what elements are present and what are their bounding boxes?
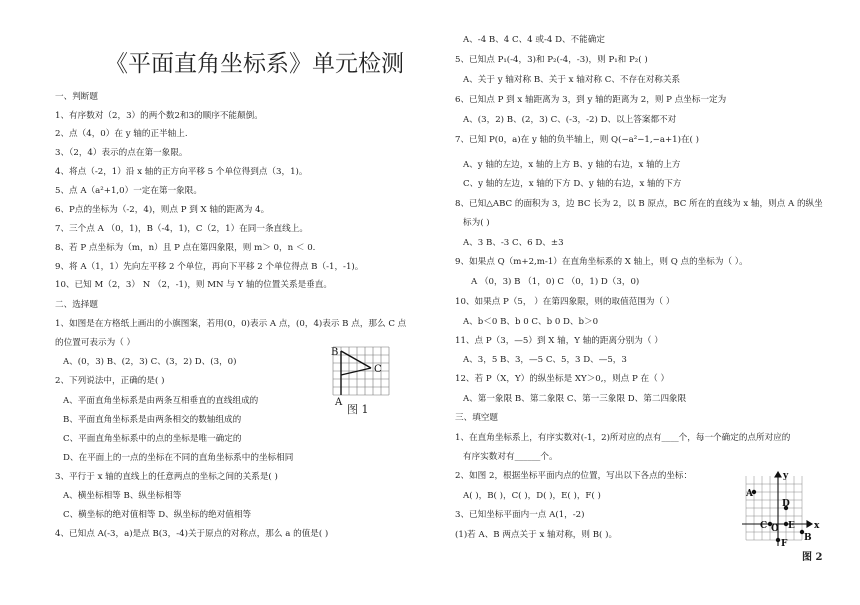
right-question-line: 标为( ) <box>463 218 490 228</box>
point-label-D: D <box>782 499 790 509</box>
left-question-line: 一、判断题 <box>55 92 98 102</box>
right-question-line: A、第一象限 B、第二象限 C、第一三象限 D、第二四象限 <box>463 394 687 404</box>
left-question-line: 4、已知点 A(-3，a)是点 B(3，-4)关于原点的对称点，那么 a 的值是( ) <box>55 529 329 539</box>
right-question-line: 6、已知点 P 到 x 轴距离为 3，到 y 轴的距离为 2，则 P 点坐标一定为 <box>455 95 727 105</box>
left-question-line: 8、若 P 点坐标为（m，n）且 P 点在第四象限，则 m＞ 0，n ＜ 0. <box>55 243 316 253</box>
right-question-line: 5、已知点 P₁(-4，3)和 P₂(-4，-3)，则 P₁和 P₂( ) <box>455 55 648 65</box>
label-C: C <box>374 364 382 375</box>
y-axis-label: y <box>783 471 789 481</box>
left-question-line: 2、点（4，0）在 y 轴的正半轴上. <box>55 129 188 139</box>
label-A: A <box>335 397 343 408</box>
left-question-line: C、平面直角坐标系中的点的坐标是唯一确定的 <box>63 434 242 444</box>
left-question-line: 的位置可表示为（ ） <box>55 338 136 348</box>
right-question-line: 10、如果点 P（5， ）在第四象限，则的取值范围为（ ） <box>455 297 675 307</box>
right-question-line: A、b＜0 B、b 0 C、b 0 D、b＞0 <box>463 317 599 327</box>
left-question-line: 10、已知 M（2，3） N （2，-1)，则 MN 与 Y 轴的位置关系是垂直。 <box>55 280 332 290</box>
point-label-A: A <box>746 489 753 499</box>
right-question-line: A、3，5 B、3，—5 C、5，3 D、—5，3 <box>463 355 627 365</box>
left-question-line: A、横坐标相等 B、纵坐标相等 <box>63 491 182 501</box>
right-question-line: 7、已知 P(0，a)在 y 轴的负半轴上，则 Q(−a²−1,−a+1)在( ) <box>455 135 699 145</box>
left-question-line: 1、有序数对（2，3）的两个数2和3的顺序不能颠倒。 <box>55 111 263 121</box>
right-question-line: A （0，3) B （1，0) C （0，1) D（3，0) <box>471 277 640 287</box>
figure-1-caption: 图 1 <box>347 403 369 416</box>
right-question-line: 有序实数对有______个。 <box>463 452 558 462</box>
left-question-line: 9、将 A（1，1）先向左平移 2 个单位，再向下平移 2 个单位得点 B（-1，-1)。 <box>55 262 364 272</box>
right-question-line: (1)若 A、B 两点关于 x 轴对称，则 B( )。 <box>455 530 618 540</box>
right-question-line: 3、已知坐标平面内一点 A(1，-2) <box>455 510 585 520</box>
left-question-line: 5、点 A（a²+1,0）一定在第一象限。 <box>55 186 202 196</box>
figure-2-caption: 图 2 <box>802 552 823 563</box>
right-question-line: A( )，B( )，C( )，D( )，E( )，F( ) <box>463 491 601 501</box>
point-label-B: B <box>804 533 812 543</box>
left-question-line: 1、如图是在方格纸上画出的小旗图案，若用(0，0)表示 A 点，(0，4)表示 B 点，那么 C 点 <box>55 319 407 329</box>
left-question-line: 二、选择题 <box>55 300 98 310</box>
right-question-line: 2、如图 2，根据坐标平面内点的位置，写出以下各点的坐标： <box>455 471 693 481</box>
flag-shape <box>341 351 371 395</box>
right-question-line: 9、如果点 Q（m+2,m-1）在直角坐标系的 X 轴上，则 Q 点的坐标为（ ）。 <box>455 257 748 267</box>
left-question-line: D、在平面上的一点的坐标在不同的直角坐标系中的坐标相同 <box>63 453 294 463</box>
left-question-line: C、横坐标的绝对值相等 D、纵坐标的绝对值相等 <box>63 510 252 520</box>
page-title: 《平面直角坐标系》单元检测 <box>105 51 404 77</box>
left-question-line: 4、将点（-2，1）沿 x 轴的正方向平移 5 个单位得到点（3，1)。 <box>55 167 308 177</box>
right-question-line: 1、在直角坐标系上，有序实数对(-1，2)所对应的点有____个，每一个确定的点所对应的 <box>455 433 791 443</box>
coordinate-plane-figure <box>738 470 828 560</box>
right-question-line: A、3 B、-3 C、6 D、±3 <box>463 238 564 248</box>
point-label-F: F <box>781 539 788 549</box>
left-question-line: 3、平行于 x 轴的直线上的任意两点的坐标之间的关系是( ) <box>55 472 278 482</box>
right-question-line: A、(3，2) B、(2，3) C、(-3，-2) D、以上答案都不对 <box>463 115 677 125</box>
right-question-line: 三、填空题 <box>455 413 498 423</box>
left-question-line: 2、下列说法中，正确的是( ) <box>55 376 165 386</box>
axes <box>742 472 812 546</box>
right-question-line: A、-4 B、4 C、4 或-4 D、不能确定 <box>463 35 605 45</box>
left-question-line: 7、三个点 A （0，1)，B（-4，1)，C（2，1）在同一条直线上。 <box>55 224 308 234</box>
left-question-line: A、平面直角坐标系是由两条互相垂直的直线组成的 <box>63 396 259 406</box>
right-question-line: A、关于 y 轴对称 B、关于 x 轴对称 C、不存在对称关系 <box>463 75 681 85</box>
right-question-line: 8、已知△ABC 的面积为 3，边 BC 长为 2，以 B 原点，BC 所在的直线为 x 轴，则点 A 的纵坐 <box>455 199 823 209</box>
point-label-E: E <box>788 521 795 531</box>
figure-1 <box>323 345 398 415</box>
point-label-C: C <box>760 521 768 531</box>
left-question-line: 6、P点的坐标为（-2，4)，则点 P 到 X 轴的距离为 4。 <box>55 205 270 215</box>
right-question-line: C、y 轴的左边，x 轴的下方 D、y 轴的右边，x 轴的下方 <box>463 179 682 189</box>
figure-2 <box>738 470 828 563</box>
origin-label: O <box>771 524 779 534</box>
left-question-line: 3、（2，4）表示的点在第一象限。 <box>55 148 188 158</box>
right-question-line: A、y 轴的左边，x 轴的上方 B、y 轴的右边，x 轴的上方 <box>463 160 681 170</box>
right-question-line: 11、点 P（3，—5）到 X 轴，Y 轴的距离分别为（ ） <box>455 336 663 346</box>
label-B: B <box>331 347 339 358</box>
left-question-line: A、(0，3) B、(2，3) C、(3，2) D、(3，0) <box>63 357 237 367</box>
right-question-line: 12、若 P（X，Y）的纵坐标是 XY＞0,，则点 P 在（ ） <box>455 374 670 384</box>
x-axis-label: x <box>814 521 820 531</box>
left-question-line: B、平面直角坐标系是由两条相交的数轴组成的 <box>63 415 242 425</box>
